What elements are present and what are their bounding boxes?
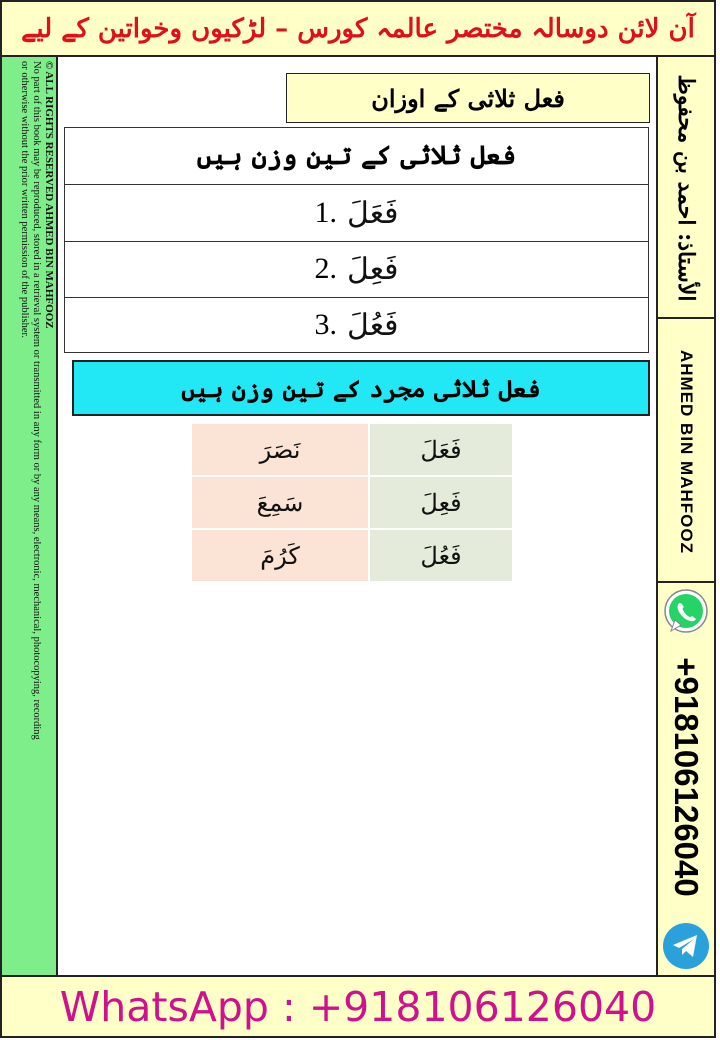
teacher-box (658, 57, 714, 319)
wazn-form: فَعُلَ (346, 307, 399, 343)
wazn-row (65, 185, 648, 242)
wazn-table (64, 127, 649, 353)
wazn-number: 2. (314, 252, 337, 285)
example-verb: كَرُمَ (192, 530, 368, 581)
author-name: AHMED BIN MAHFOOZ (677, 350, 696, 554)
example-verb: سَمِعَ (192, 477, 368, 528)
copyright-line-1: No part of this book may be reproduced, stored in a retrieval system or transmitted in any form or by any means, electronic, mechanical, photocopying, recording (31, 61, 43, 740)
example-wazn: فَعُلَ (370, 530, 512, 581)
section-title: فعل ثلاثی کے اوزان (371, 83, 565, 113)
copyright-strip (2, 57, 58, 975)
section-title-box (286, 73, 650, 123)
example-verb: نَصَرَ (192, 424, 368, 475)
copyright-title: © ALL RIGHTS RESERVED AHMED BIN MAHFOOZ (43, 61, 55, 329)
footer-banner (2, 975, 714, 1036)
examples-table (192, 424, 512, 581)
example-wazn: فَعَلَ (370, 424, 512, 475)
example-wazn: فَعِلَ (370, 477, 512, 528)
mujarrad-title: فعل ثلاثی مجرد کے تین وزن ہیں (181, 373, 541, 403)
course-title: آن لائن دوسالہ مختصر عالمہ کورس – لڑکیوں وخواتین کے لیے (21, 13, 695, 44)
author-box (658, 321, 714, 583)
contact-strip (656, 57, 714, 975)
phone-number[interactable]: +918106126040 (668, 657, 705, 897)
copyright-line-2: or otherwise without the prior written permission of the publisher. (19, 61, 30, 339)
telegram-icon[interactable] (661, 921, 711, 971)
wazn-number: 3. (314, 308, 337, 341)
footer-whatsapp[interactable]: WhatsApp : +918106126040 (59, 982, 657, 1031)
wazn-heading: فعل ثلاثی کے تین وزن ہیں (196, 141, 517, 171)
copyright-text-block (5, 61, 55, 971)
teacher-name: الأستاذ: احمد بن محفوظ (673, 74, 699, 302)
mujarrad-heading-box (72, 360, 650, 416)
wazn-number: 1. (314, 196, 337, 229)
wazn-row (65, 241, 648, 298)
wazn-row (65, 297, 648, 353)
wazn-heading-row (65, 128, 648, 185)
wazn-form: فَعِلَ (346, 251, 399, 287)
header-banner (2, 2, 714, 57)
wazn-form: فَعَلَ (346, 195, 399, 231)
